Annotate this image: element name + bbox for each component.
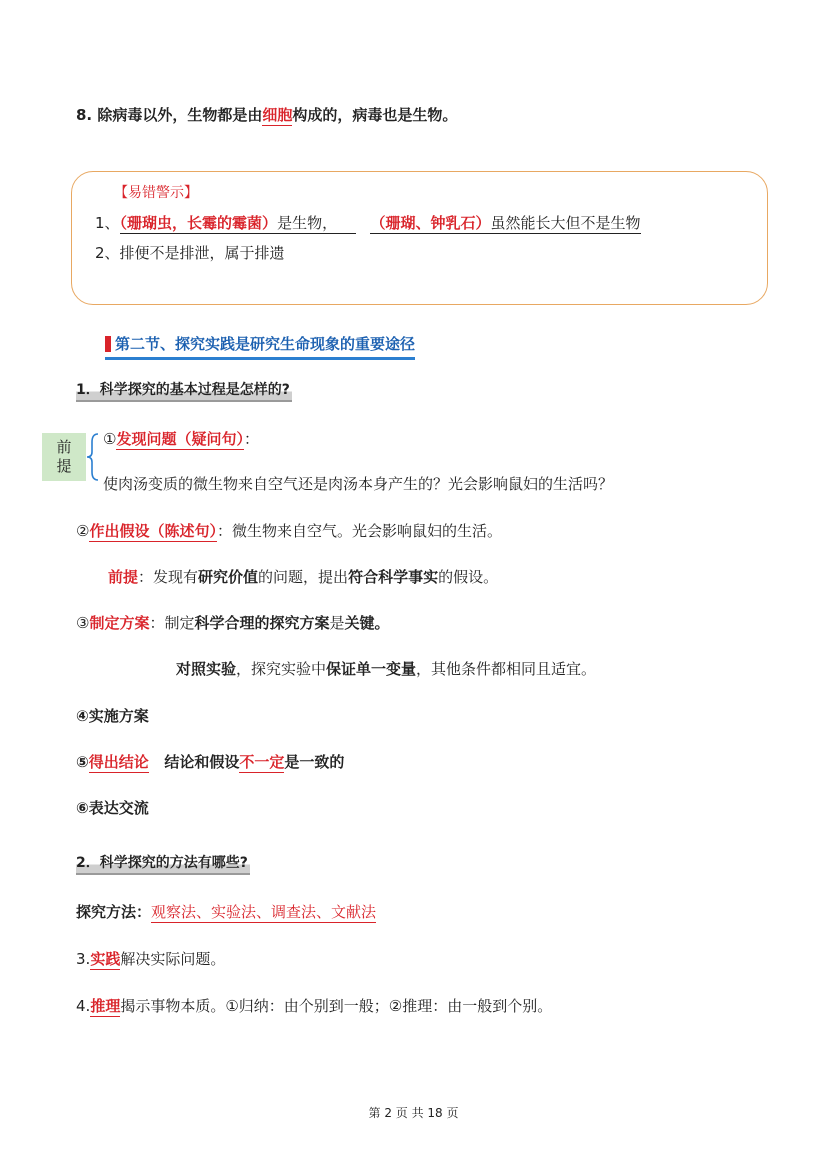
step-3-d: 关键。 bbox=[344, 614, 390, 632]
step-2-premise-c: 的问题，提出 bbox=[258, 568, 349, 586]
item-8-pre: 除病毒以外，生物都是由 bbox=[97, 106, 263, 124]
step-3-control-c: 保证单一变量 bbox=[326, 660, 417, 678]
methods bbox=[76, 901, 376, 922]
item-4-text: 揭示事物本质。①归纳：由个别到一般；②推理：由一般到个别。 bbox=[120, 997, 553, 1015]
brace-icon bbox=[86, 432, 100, 482]
step-5 bbox=[76, 751, 344, 772]
item-8-number: 8. bbox=[76, 106, 93, 124]
step-2-label: 作出假设（陈述句） bbox=[89, 522, 217, 540]
item-8-post: 构成的，病毒也是生物。 bbox=[292, 106, 458, 124]
step-3-control bbox=[176, 658, 596, 679]
step-2 bbox=[76, 520, 502, 541]
item-3-number: 3. bbox=[76, 950, 91, 968]
step-5-number: ⑤ bbox=[76, 753, 89, 771]
premise-tag-line-1: 前 bbox=[56, 438, 72, 456]
item-8 bbox=[76, 104, 457, 125]
warning-line-1-nonliving-tail: 虽然能长大但不是生物 bbox=[490, 214, 641, 232]
step-3 bbox=[76, 612, 390, 633]
item-8-key: 细胞 bbox=[262, 106, 293, 124]
methods-value: 观察法、实验法、调查法、文献法 bbox=[151, 903, 377, 921]
step-3-a: ：制定 bbox=[149, 614, 195, 632]
step-3-b: 科学合理的探究方案 bbox=[194, 614, 330, 632]
step-2-premise-b: 研究价值 bbox=[198, 568, 259, 586]
step-3-control-b: ，探究实验中 bbox=[236, 660, 327, 678]
warning-line-1-living-tail: 是生物， bbox=[277, 214, 338, 232]
step-6: ⑥表达交流 bbox=[76, 799, 149, 817]
step-2-premise-label: 前提 bbox=[108, 568, 139, 586]
step-5-b: 不一定 bbox=[239, 753, 285, 771]
question-2-heading: 2．科学探究的方法有哪些? bbox=[76, 852, 250, 875]
warning-title: 【易错警示】 bbox=[114, 185, 198, 201]
item-4-number: 4. bbox=[76, 997, 91, 1015]
step-2-number: ② bbox=[76, 522, 90, 540]
step-5-c: 是一致的 bbox=[284, 753, 345, 771]
step-5-a: 结论和假设 bbox=[164, 753, 240, 771]
premise-tag bbox=[42, 433, 86, 481]
step-2-text: ：微生物来自空气。光会影响鼠妇的生活。 bbox=[216, 522, 502, 540]
step-3-control-d: ，其他条件都相同且适宜。 bbox=[416, 660, 597, 678]
step-2-premise-a: ：发现有 bbox=[138, 568, 199, 586]
step-1-example: 使肉汤变质的微生物来自空气还是肉汤本身产生的？光会影响鼠妇的生活吗？ bbox=[103, 475, 614, 493]
warning-line-1 bbox=[95, 212, 641, 233]
step-4: ④实施方案 bbox=[76, 707, 149, 725]
step-2-premise bbox=[108, 566, 498, 587]
item-3-key: 实践 bbox=[90, 950, 121, 968]
step-3-label: 制定方案 bbox=[89, 614, 150, 632]
step-2-premise-e: 的假设。 bbox=[438, 568, 499, 586]
warning-line-1-living: （珊瑚虫，长霉的霉菌） bbox=[119, 214, 278, 232]
item-3-text: 解决实际问题。 bbox=[120, 950, 226, 968]
step-5-label: 得出结论 bbox=[88, 753, 149, 771]
item-4 bbox=[76, 995, 552, 1016]
question-1-heading: 1．科学探究的基本过程是怎样的? bbox=[76, 379, 292, 402]
step-1 bbox=[103, 428, 259, 449]
step-3-number: ③ bbox=[76, 614, 90, 632]
step-1-colon: ： bbox=[243, 430, 259, 448]
step-3-c: 是 bbox=[329, 614, 345, 632]
warning-line-2: 2、排便不是排泄，属于排遗 bbox=[95, 244, 285, 262]
page-footer: 第 2 页 共 18 页 bbox=[368, 1106, 459, 1120]
section-2-heading: 第二节、探究实践是研究生命现象的重要途径 bbox=[105, 331, 415, 360]
premise-tag-line-2: 提 bbox=[56, 457, 72, 475]
step-1-number: ① bbox=[103, 430, 117, 448]
item-3 bbox=[76, 948, 225, 969]
warning-line-1-nonliving: （珊瑚、钟乳石） bbox=[370, 214, 491, 232]
item-4-key: 推理 bbox=[90, 997, 121, 1015]
warning-line-1-number: 1、 bbox=[95, 214, 120, 232]
step-1-label: 发现问题（疑问句） bbox=[116, 430, 244, 448]
step-3-control-a: 对照实验 bbox=[176, 660, 237, 678]
methods-label: 探究方法： bbox=[76, 903, 152, 921]
step-2-premise-d: 符合科学事实 bbox=[348, 568, 439, 586]
